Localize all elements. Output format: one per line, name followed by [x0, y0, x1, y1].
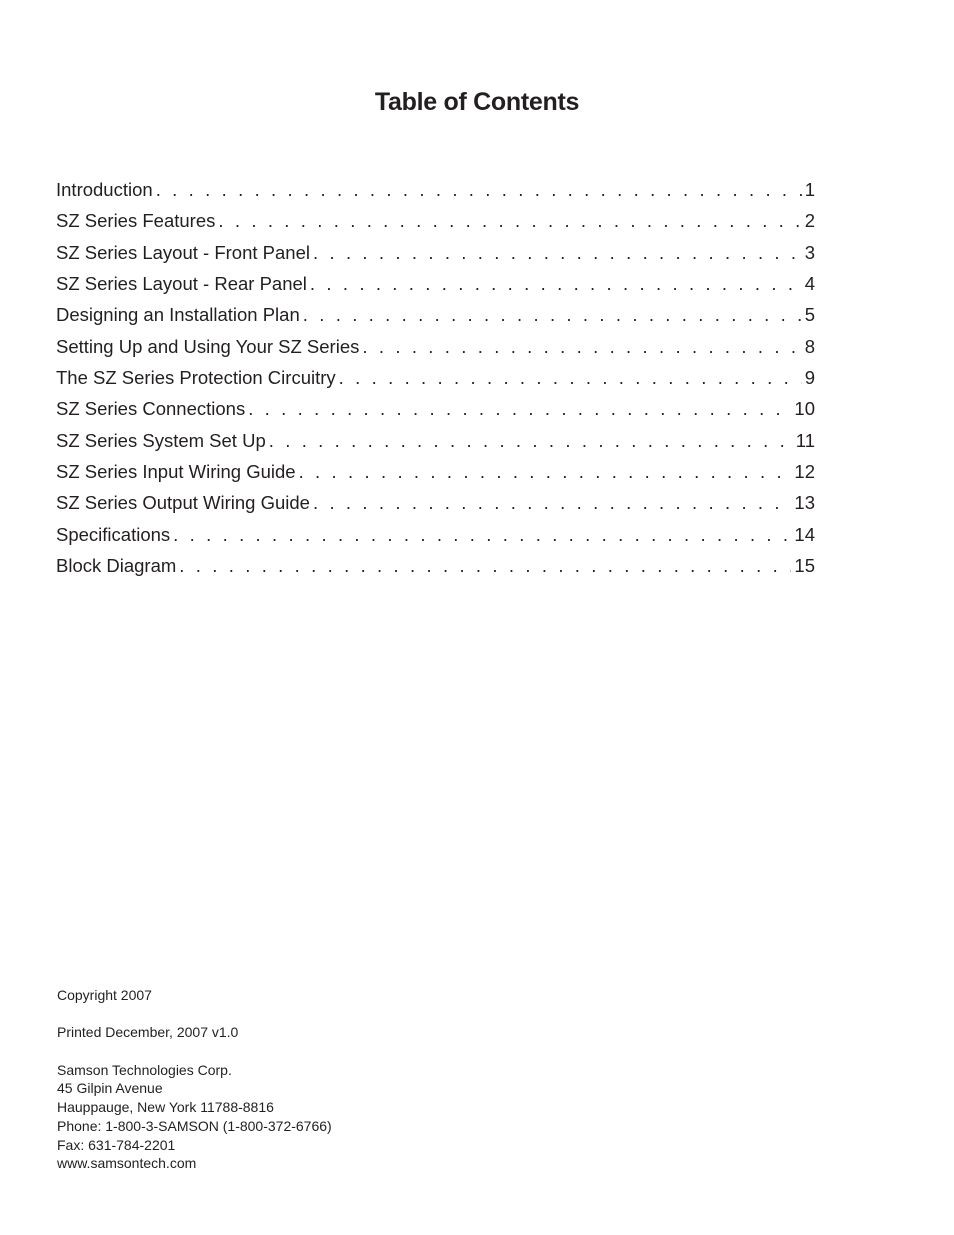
toc-entry-title: SZ Series Output Wiring Guide	[56, 492, 310, 514]
toc-entry-output-wiring[interactable]	[56, 487, 815, 518]
print-info: Printed December, 2007 v1.0	[57, 1024, 239, 1041]
phone-number: Phone: 1-800-3-SAMSON (1-800-372-6766)	[57, 1117, 332, 1134]
toc-entry-title: SZ Series Features	[56, 210, 216, 232]
colophon	[57, 986, 332, 1173]
toc-entry-page: 15	[794, 555, 815, 577]
company-name: Samson Technologies Corp.	[57, 1061, 232, 1078]
toc-entry-title: Setting Up and Using Your SZ Series	[56, 335, 360, 357]
copyright-notice: Copyright 2007	[57, 987, 152, 1003]
toc-entry-input-wiring[interactable]	[56, 456, 815, 487]
toc-entry-title: Block Diagram	[56, 555, 177, 577]
dot-leader	[218, 205, 801, 236]
dot-leader	[362, 331, 801, 362]
toc-entry-page: 5	[804, 304, 815, 326]
website-link[interactable]: www.samsontech.com	[57, 1155, 197, 1172]
toc-entry-protection-circuitry[interactable]	[56, 362, 815, 393]
fax-number: Fax: 631-784-2201	[57, 1136, 176, 1153]
toc-entry-page: 2	[804, 210, 815, 232]
toc-entry-installation-plan[interactable]	[56, 299, 815, 330]
dot-leader	[269, 425, 793, 456]
page-title: Table of Contents	[374, 88, 580, 116]
dot-leader	[313, 487, 791, 518]
toc-entry-page: 12	[794, 461, 815, 483]
toc-entry-specifications[interactable]	[56, 519, 815, 550]
table-of-contents	[56, 174, 815, 581]
toc-entry-system-set-up[interactable]	[56, 425, 815, 456]
toc-entry-page: 3	[804, 241, 815, 263]
toc-entry-page: 9	[804, 367, 815, 389]
toc-entry-title: SZ Series Layout - Front Panel	[56, 241, 310, 263]
dot-leader	[313, 237, 802, 268]
toc-entry-title: SZ Series Layout - Rear Panel	[56, 273, 307, 295]
street-address: 45 Gilpin Avenue	[57, 1080, 163, 1097]
toc-entry-page: 10	[794, 398, 815, 420]
dot-leader	[339, 362, 802, 393]
toc-entry-connections[interactable]	[56, 393, 815, 424]
toc-entry-page: 4	[804, 273, 815, 295]
dot-leader	[179, 550, 791, 581]
dot-leader	[248, 393, 791, 424]
toc-entry-title: SZ Series System Set Up	[56, 429, 266, 451]
toc-entry-title: SZ Series Input Wiring Guide	[56, 461, 296, 483]
toc-entry-front-panel[interactable]	[56, 237, 815, 268]
toc-entry-page: 8	[804, 335, 815, 357]
toc-entry-setting-up[interactable]	[56, 331, 815, 362]
dot-leader	[173, 519, 791, 550]
toc-entry-page: 1	[804, 179, 815, 200]
toc-entry-title: The SZ Series Protection Circuitry	[56, 367, 336, 389]
toc-entry-title: Specifications	[56, 523, 171, 545]
toc-entry-page: 13	[794, 492, 815, 514]
toc-entry-page: 11	[795, 429, 815, 451]
toc-entry-introduction[interactable]	[56, 174, 815, 205]
toc-entry-title: Designing an Installation Plan	[56, 304, 300, 326]
toc-entry-title: SZ Series Connections	[56, 398, 246, 420]
dot-leader	[303, 299, 802, 330]
toc-entry-block-diagram[interactable]	[56, 550, 815, 581]
dot-leader	[299, 456, 792, 487]
toc-entry-title: Introduction	[56, 179, 153, 200]
toc-entry-features[interactable]	[56, 205, 815, 236]
toc-entry-rear-panel[interactable]	[56, 268, 815, 299]
toc-entry-page: 14	[794, 523, 815, 545]
dot-leader	[310, 268, 802, 299]
city-address: Hauppauge, New York 11788-8816	[57, 1099, 274, 1116]
dot-leader	[156, 174, 802, 205]
